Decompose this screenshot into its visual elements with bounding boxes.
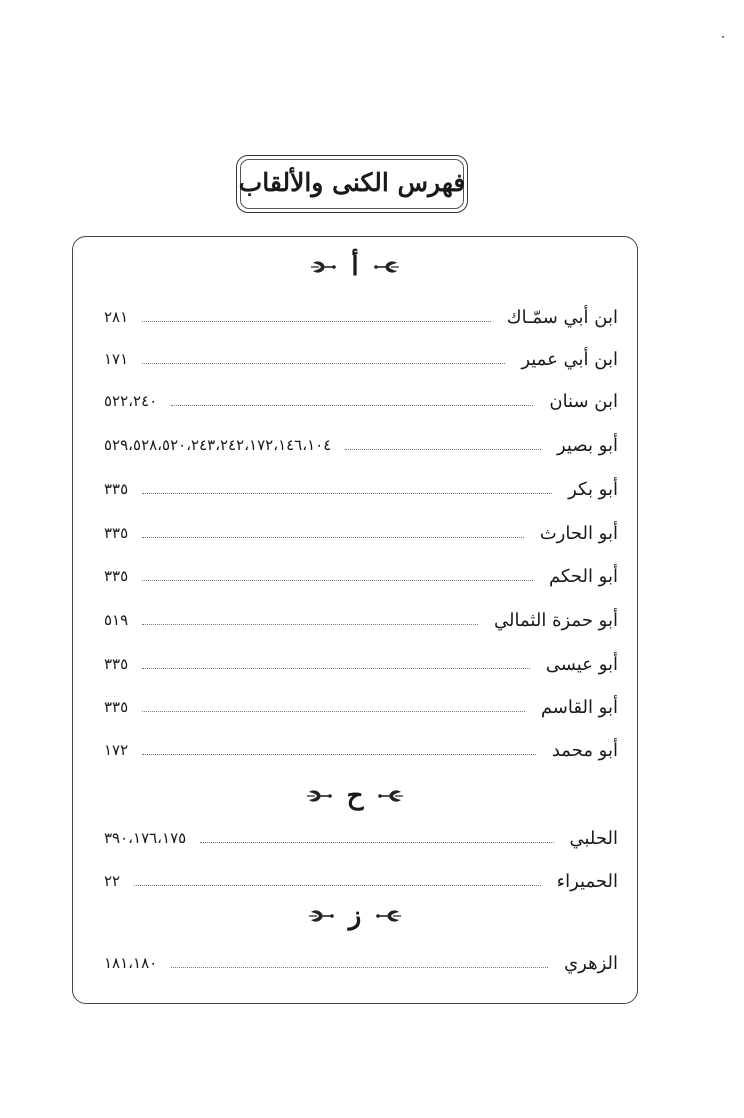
section-header	[72, 250, 638, 284]
entry-pages: ١٧٢	[104, 741, 129, 759]
ornament-right-icon	[377, 787, 405, 805]
dot-leader	[142, 363, 505, 364]
entry-pages: ٢٢	[104, 872, 121, 890]
dot-leader	[142, 711, 525, 712]
ornament-left-icon	[307, 907, 335, 925]
entry-pages: ٣٣٥	[104, 698, 129, 716]
index-entry	[104, 344, 618, 374]
index-entry	[104, 866, 618, 896]
ornament-left-icon	[305, 787, 333, 805]
dot-leader	[171, 967, 548, 968]
entry-name: الزهري	[564, 952, 618, 974]
section-letter: ز	[348, 901, 362, 931]
entry-name: أبو القاسم	[540, 696, 618, 718]
ornament-right-icon	[373, 258, 401, 276]
dot-leader	[171, 405, 533, 406]
dot-leader	[142, 493, 552, 494]
page-title: فهرس الكنى والألقاب	[238, 168, 466, 197]
entry-name: أبو محمد	[551, 739, 618, 761]
entry-name: ابن أبي سمّـاك	[506, 306, 618, 328]
section-header	[72, 899, 638, 933]
section-letter: أ	[351, 252, 359, 282]
entry-pages: ٢٨١	[104, 308, 129, 326]
index-entry	[104, 649, 618, 679]
entry-name: ابن سنان	[549, 390, 618, 412]
entry-pages: ٥٢٢،٢٤٠	[104, 392, 158, 410]
entry-name: أبو عيسى	[545, 653, 618, 675]
ornament-right-icon	[375, 907, 403, 925]
ornament-left-icon	[309, 258, 337, 276]
entry-pages: ٥٢٩،٥٢٨،٥٢٠،٢٤٣،٢٤٢،١٧٢،١٤٦،١٠٤	[104, 436, 332, 454]
entry-name: أبو الحارث	[539, 522, 618, 544]
index-entry	[104, 948, 618, 978]
entry-pages: ٣٣٥	[104, 567, 129, 585]
title-box	[236, 155, 468, 213]
entry-name: أبو الحكم	[548, 565, 618, 587]
dot-leader	[142, 624, 478, 625]
entry-name: الحلبي	[569, 827, 618, 849]
section-header	[72, 779, 638, 813]
index-entry	[104, 386, 618, 416]
entry-pages: ٣٣٥	[104, 524, 129, 542]
dot-leader	[142, 321, 491, 322]
index-entry	[104, 692, 618, 722]
dot-leader	[345, 449, 541, 450]
index-entry	[104, 430, 618, 460]
entry-name: الحميراء	[556, 870, 618, 892]
dot-leader	[142, 537, 524, 538]
entry-pages: ٣٣٥	[104, 655, 129, 673]
dot-leader	[200, 842, 553, 843]
index-entry	[104, 605, 618, 635]
entry-name: أبو بكر	[568, 478, 618, 500]
entry-name: ابن أبي عمير	[521, 348, 618, 370]
section-letter: ح	[346, 781, 364, 811]
index-entry	[104, 518, 618, 548]
dot-leader	[142, 668, 530, 669]
entry-pages: ١٧١	[104, 350, 129, 368]
page-mark	[722, 36, 724, 38]
index-entry	[104, 735, 618, 765]
entry-name: أبو حمزة الثمالي	[494, 609, 618, 631]
entry-name: أبو بصير	[556, 434, 618, 456]
index-entry	[104, 823, 618, 853]
index-entry	[104, 474, 618, 504]
entry-pages: ٥١٩	[104, 611, 129, 629]
entry-pages: ٣٣٥	[104, 480, 129, 498]
dot-leader	[134, 885, 541, 886]
dot-leader	[142, 580, 533, 581]
entry-pages: ٣٩٠،١٧٦،١٧٥	[104, 829, 187, 847]
index-entry	[104, 302, 618, 332]
index-entry	[104, 561, 618, 591]
entry-pages: ١٨١،١٨٠	[104, 954, 158, 972]
dot-leader	[142, 754, 536, 755]
